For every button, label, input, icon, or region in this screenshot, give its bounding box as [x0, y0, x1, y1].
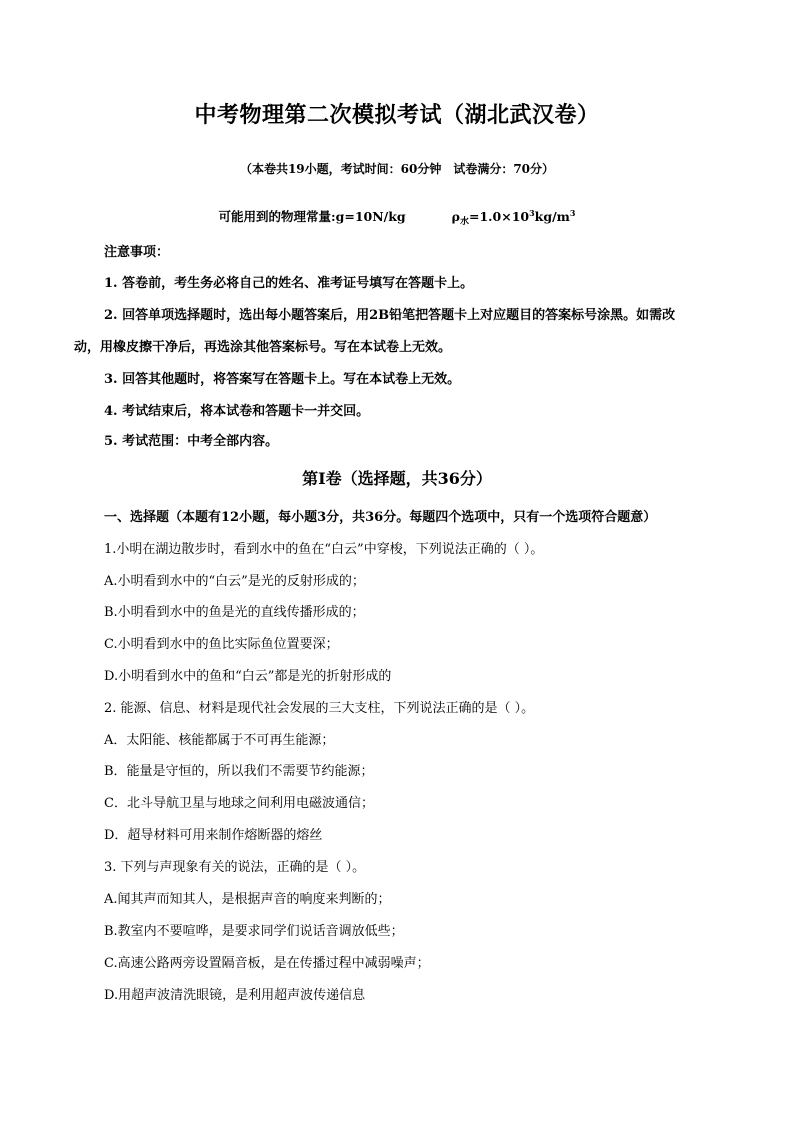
constants-rho-subscript: 水 — [459, 217, 469, 227]
note-item-2-line-1: 2. 回答单项选择题时，选出每小题答案后，用2B铅笔把答题卡上对应题目的答案标号涂黑。如需改 — [104, 308, 676, 323]
question-1-option-d: D.小明看到水中的鱼和“白云”都是光的折射形成的 — [104, 669, 392, 684]
question-1-option-c: C.小明看到水中的鱼比实际鱼位置要深； — [104, 637, 339, 652]
question-2-option-d: D．超导材料可用来制作熔断器的熔丝 — [104, 828, 323, 843]
physics-constants — [0, 207, 794, 227]
question-2-option-b: B．能量是守恒的，所以我们不需要节约能源； — [104, 764, 374, 779]
question-3-option-a: A.闻其声而知其人，是根据声音的响度来判断的； — [104, 892, 391, 907]
exam-subtitle: （本卷共19小题，考试时间：60分钟 试卷满分：70分） — [239, 162, 555, 176]
notes-heading: 注意事项： — [104, 245, 170, 260]
constants-unit-exponent: 3 — [569, 208, 576, 218]
question-1-option-a: A.小明看到水中的“白云”是光的反射形成的； — [104, 574, 365, 589]
question-3-option-d: D.用超声波清洗眼镜，是利用超声波传递信息 — [104, 988, 366, 1003]
question-3-option-c: C.高速公路两旁设置隔音板，是在传播过程中减弱噪声； — [104, 956, 430, 971]
note-item-5: 5. 考试范围：中考全部内容。 — [104, 434, 279, 449]
note-item-1: 1. 答卷前，考生务必将自己的姓名、准考证号填写在答题卡上。 — [104, 276, 474, 291]
constants-rho: ρ — [451, 209, 460, 224]
question-2-option-a: A．太阳能、核能都属于不可再生能源； — [104, 733, 335, 748]
constants-unit: kg/m — [534, 209, 570, 224]
note-item-3: 3. 回答其他题时，将答案写在答题卡上。写在本试卷上无效。 — [104, 372, 461, 387]
question-3-option-b: B.教室内不要喧哗，是要求同学们说话音调放低些； — [104, 924, 404, 939]
note-item-2-line-2: 动，用橡皮擦干净后，再选涂其他答案标号。写在本试卷上无效。 — [74, 340, 452, 355]
note-item-4: 4. 考试结束后，将本试卷和答题卡一并交回。 — [104, 404, 370, 419]
question-2-stem: 2. 能源、信息、材料是现代社会发展的三大支柱，下列说法正确的是（ ）。 — [104, 701, 535, 716]
question-2-option-c: C．北斗导航卫星与地球之间利用电磁波通信； — [104, 796, 374, 811]
section-instructions: 一、选择题（本题有12小题，每小题3分，共36分。每题四个选项中，只有一个选项符合题意） — [104, 510, 657, 525]
exam-title: 中考物理第二次模拟考试（湖北武汉卷） — [194, 102, 600, 128]
constants-gravity: 可能用到的物理常量:g=10N/kg — [218, 209, 406, 224]
constants-exponent: 3 — [529, 208, 535, 218]
question-1-option-b: B.小明看到水中的鱼是光的直线传播形成的； — [104, 605, 365, 620]
section-title: 第Ⅰ卷（选择题，共36分） — [302, 469, 492, 488]
question-1-stem: 1.小明在湖边散步时，看到水中的鱼在“白云”中穿梭，下列说法正确的（ ）。 — [104, 542, 544, 557]
constants-density-value: =1.0×10 — [469, 209, 530, 224]
question-3-stem: 3. 下列与声现象有关的说法，正确的是（ ）。 — [104, 860, 366, 875]
